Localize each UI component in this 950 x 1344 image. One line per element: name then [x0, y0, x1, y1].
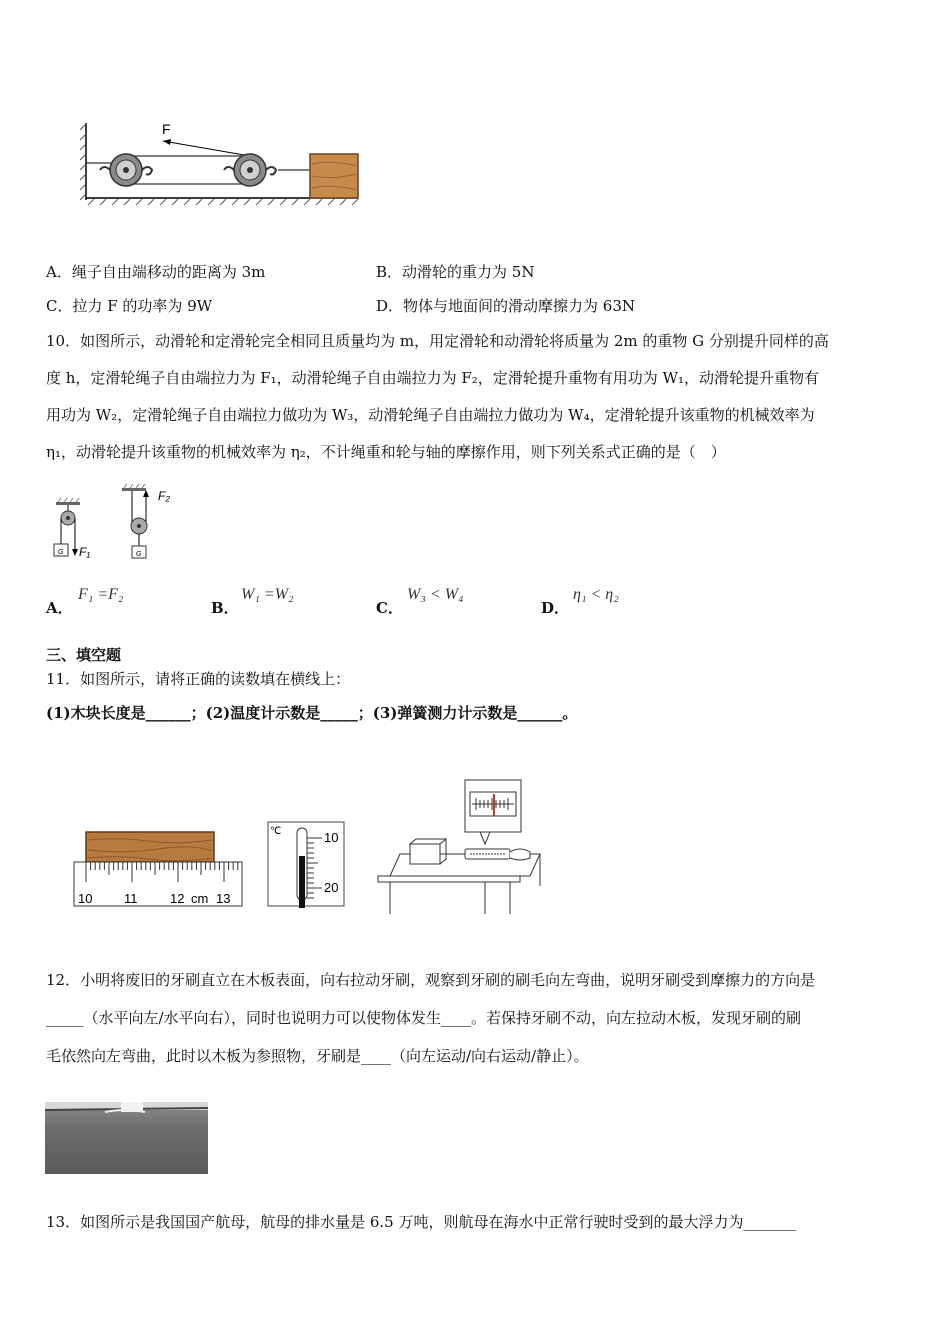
ruler-label-cm: cm — [191, 891, 209, 906]
q10-option-b-label: B． — [211, 599, 239, 617]
q10-option-a-formula: F₁ =F₂ — [78, 586, 124, 603]
force-f-label: F — [162, 121, 171, 137]
q10-weight-label-2: G — [136, 551, 142, 558]
thermometer-label-20: 20 — [324, 880, 339, 895]
thermometer-unit: ℃ — [270, 826, 282, 837]
measurement-figures — [70, 776, 545, 916]
q10-line-2: 度 h，定滑轮绳子自由端拉力为 F₁，动滑轮绳子自由端拉力为 F₂，定滑轮提升重物有用功为 W₁，动滑轮提升重物有 — [46, 369, 820, 387]
q10-option-d-formula: η₁ < η₂ — [573, 586, 619, 603]
q10-line-1: 10．如图所示，动滑轮和定滑轮完全相同且质量均为 m，用定滑轮和动滑轮将质量为 2m 的重物 G 分别提升同样的高 — [46, 332, 829, 350]
fixed-movable-pulley-figure — [46, 484, 186, 564]
q9-option-c: C．拉力 F 的功率为 9W — [46, 297, 213, 315]
q10-weight-label-1: G — [58, 549, 64, 556]
q10-option-c-formula: W₃ < W₄ — [407, 586, 464, 603]
q11-line-1: 11．如图所示，请将正确的读数填在横线上： — [46, 670, 351, 688]
f2-label: F₂ — [158, 489, 170, 503]
q10-line-4: η₁，动滑轮提升该重物的机械效率为 η₂，不计绳重和轮与轴的摩擦作用，则下列关系式正确的是（ ） — [46, 443, 726, 461]
f1-label: F₁ — [79, 545, 91, 559]
q12-line-3: 毛依然向左弯曲，此时以木板为参照物，牙刷是____（向左运动/向右运动/静止）。 — [46, 1047, 589, 1065]
q9-option-d: D．物体与地面间的滑动摩擦力为 63N — [376, 297, 636, 315]
ruler-label-11: 11 — [124, 891, 138, 906]
ruler-label-10: 10 — [78, 891, 93, 906]
q10-option-a-label: A． — [46, 599, 73, 617]
q9-option-b: B．动滑轮的重力为 5N — [376, 263, 535, 281]
q10-line-3: 用功为 W₂，定滑轮绳子自由端拉力做功为 W₃，动滑轮绳子自由端拉力做功为 W₄，定滑轮提升该重物的机械效率为 — [46, 406, 815, 424]
q10-option-c-label: C． — [376, 599, 403, 617]
q9-option-a: A．绳子自由端移动的距离为 3m — [46, 263, 266, 281]
toothbrush-board-photo — [45, 1102, 208, 1174]
pulley-friction-figure — [78, 118, 368, 213]
q12-line-1: 12．小明将废旧的牙刷直立在木板表面，向右拉动牙刷，观察到牙刷的刷毛向左弯曲，说明牙刷受到摩擦力的方向是 — [46, 971, 816, 989]
section-3-title: 三、填空题 — [46, 646, 122, 664]
ruler-label-13: 13 — [216, 891, 231, 906]
q13-line-1: 13．如图所示是我国国产航母，航母的排水量是 6.5 万吨，则航母在海水中正常行驶时受到的最大浮力为_______ — [46, 1213, 796, 1231]
q11-line-2: (1)木块长度是______；(2)温度计示数是_____；(3)弹簧测力计示数是______。 — [46, 704, 578, 722]
q10-option-b-formula: W₁ =W₂ — [241, 586, 294, 603]
q12-line-2: _____（水平向左/水平向右），同时也说明力可以使物体发生____。若保持牙刷不动，向左拉动木板，发现牙刷的刷 — [46, 1009, 802, 1027]
q10-option-d-label: D． — [541, 599, 570, 617]
ruler-label-12: 12 — [170, 891, 185, 906]
thermometer-label-10: 10 — [324, 830, 339, 845]
